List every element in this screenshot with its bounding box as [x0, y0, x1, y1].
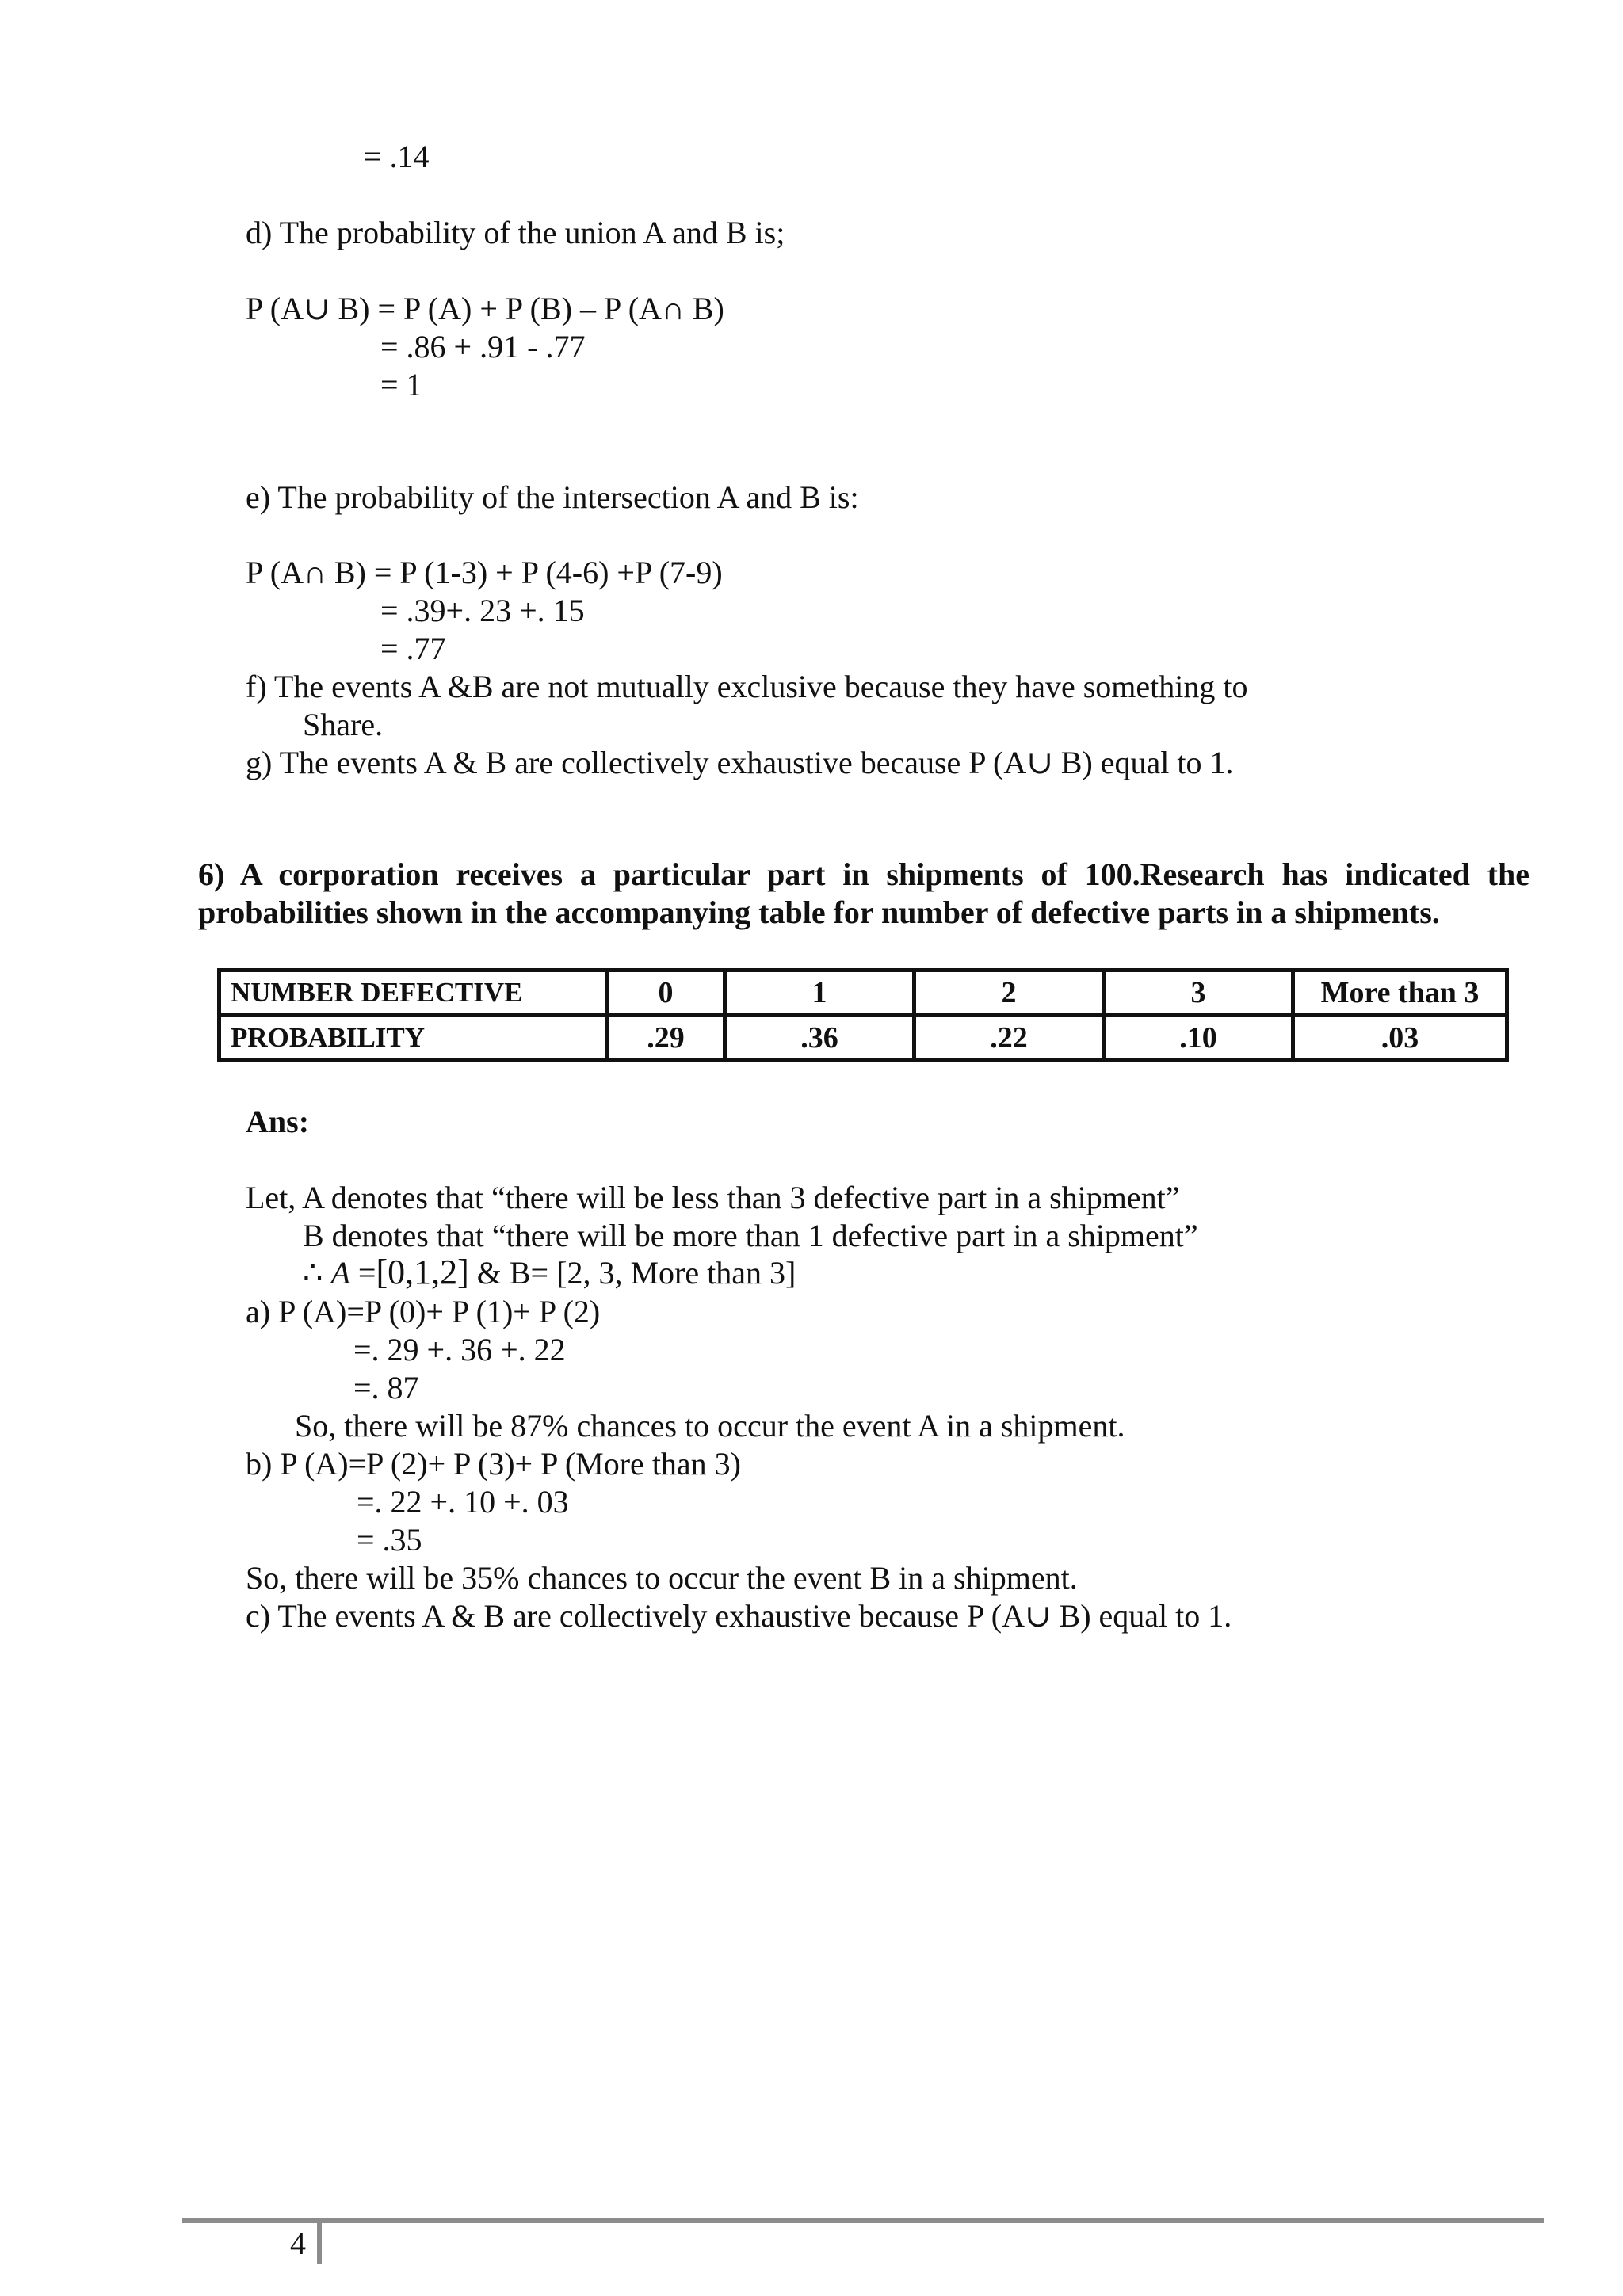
table-cell: .29 [607, 1016, 725, 1061]
table-cell: .22 [915, 1016, 1104, 1061]
answer-b-conclusion: So, there will be 35% chances to occur the event B in a shipment. [246, 1560, 1078, 1596]
part-e-step2: = .77 [380, 631, 446, 666]
answer-let-a: Let, A denotes that “there will be less than 3 defective part in a shipment” [246, 1180, 1180, 1215]
part-f-line2: Share. [303, 707, 384, 742]
table-cell: More than 3 [1293, 971, 1507, 1016]
answer-label: Ans: [246, 1104, 310, 1139]
answer-a-step2: =. 87 [353, 1370, 419, 1405]
answer-sets [303, 1253, 796, 1292]
footer-rule [182, 2218, 1544, 2223]
set-a-equals: = [349, 1255, 376, 1291]
answer-b-step2: = .35 [357, 1522, 422, 1558]
page-number: 4 [290, 2225, 306, 2261]
set-a-values: [0,1,2] [376, 1253, 469, 1291]
table-cell: .36 [725, 1016, 915, 1061]
part-d-heading: d) The probability of the union A and B is; [246, 215, 785, 250]
table-cell: 1 [725, 971, 915, 1016]
part-e-heading: e) The probability of the intersection A and B is: [246, 479, 859, 515]
answer-a-formula: a) P (A)=P (0)+ P (1)+ P (2) [246, 1294, 601, 1329]
table-cell: 0 [607, 971, 725, 1016]
answer-a-conclusion: So, there will be 87% chances to occur the event A in a shipment. [295, 1408, 1125, 1444]
table-row [220, 971, 1507, 1016]
part-e-formula: P (A∩ B) = P (1-3) + P (4-6) +P (7-9) [246, 555, 723, 590]
therefore-symbol: ∴ [303, 1255, 323, 1291]
part-c-result: = .14 [364, 139, 430, 174]
question-6-line2: probabilities shown in the accompanying table for number of defective parts in a shipments. [198, 894, 1440, 930]
table-row [220, 1016, 1507, 1061]
table-cell: .03 [1293, 1016, 1507, 1061]
answer-let-b: B denotes that “there will be more than 1 defective part in a shipment” [303, 1218, 1198, 1253]
part-d-step1: = .86 + .91 - .77 [380, 329, 586, 364]
footer-divider [317, 2223, 322, 2264]
part-e-step1: = .39+. 23 +. 15 [380, 593, 585, 628]
part-g-statement: g) The events A & B are collectively exhaustive because P (A∪ B) equal to 1. [246, 745, 1234, 780]
answer-b-formula: b) P (A)=P (2)+ P (3)+ P (More than 3) [246, 1446, 741, 1482]
set-a-variable: A [330, 1255, 350, 1291]
part-d-formula: P (A∪ B) = P (A) + P (B) – P (A∩ B) [246, 291, 724, 326]
table-cell: 2 [915, 971, 1104, 1016]
part-d-step2: = 1 [380, 367, 422, 402]
table-cell: 3 [1104, 971, 1293, 1016]
part-f-line1: f) The events A &B are not mutually exclusive because they have something to [246, 669, 1248, 704]
table-cell: .10 [1104, 1016, 1293, 1061]
answer-a-step1: =. 29 +. 36 +. 22 [353, 1332, 566, 1367]
table-cell: PROBABILITY [220, 1016, 607, 1061]
table-cell: NUMBER DEFECTIVE [220, 971, 607, 1016]
defect-probability-table [217, 968, 1509, 1062]
question-6 [198, 856, 1529, 932]
question-6-line1: 6) A corporation receives a particular part in shipments of 100.Research has indicated the [198, 856, 1529, 892]
answer-c-statement: c) The events A & B are collectively exhaustive because P (A∪ B) equal to 1. [246, 1598, 1232, 1634]
set-b: & B= [2, 3, More than 3] [468, 1255, 796, 1291]
answer-b-step1: =. 22 +. 10 +. 03 [357, 1484, 569, 1520]
